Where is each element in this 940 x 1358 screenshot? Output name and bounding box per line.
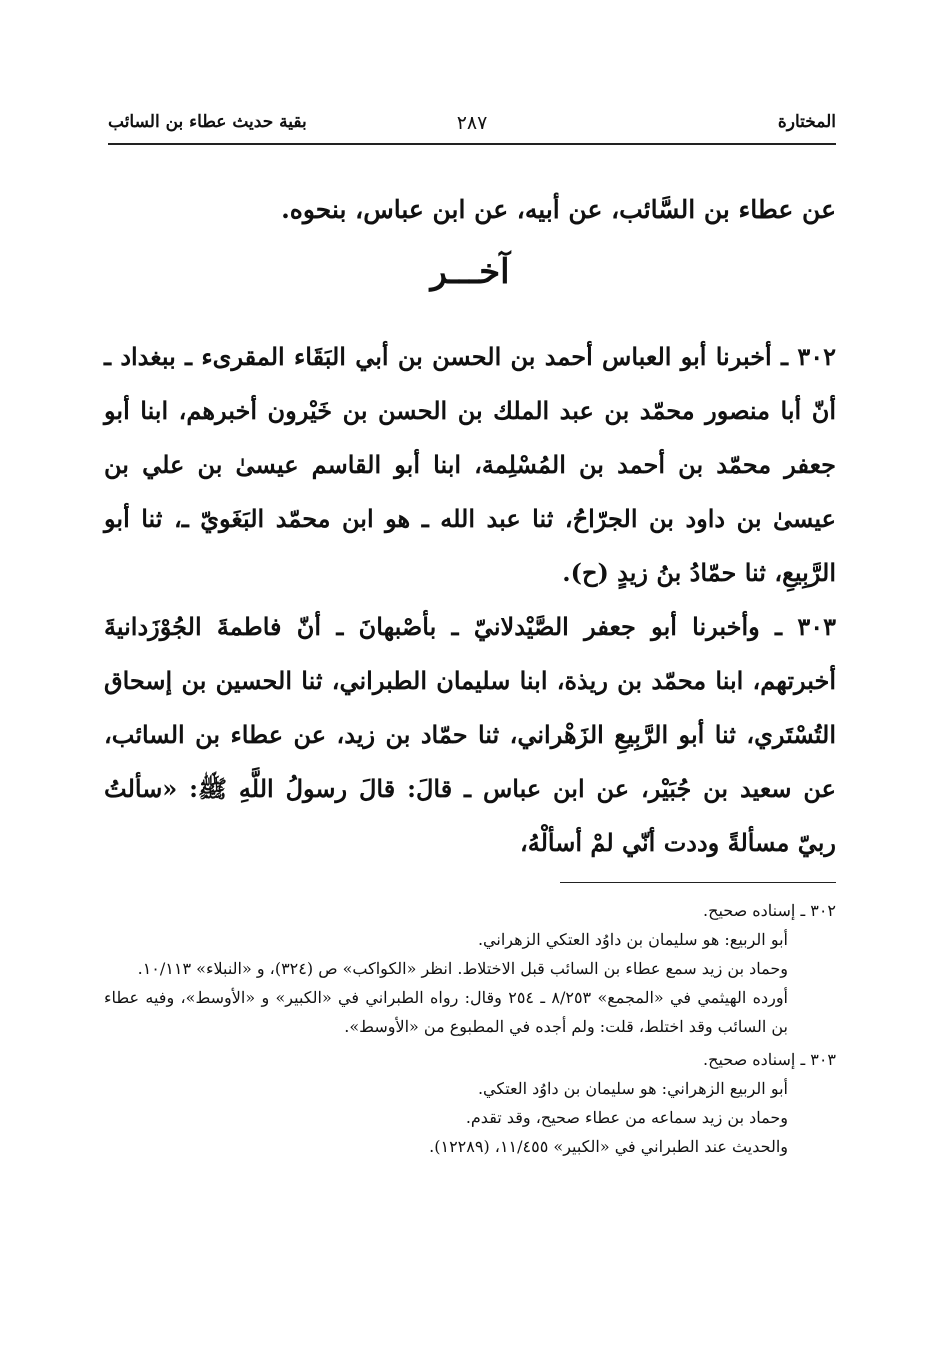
- footnote-303: [104, 1045, 836, 1161]
- footnote-line: أورده الهيثمي في «المجمع» ٨/٢٥٣ ـ ٢٥٤ وقال: رواه الطبراني في «الكبير» و «الأوسط»، وفيه عطاء بن السائب وقد اختلط، قلت: ولم أجده في المطبوع من «الأوسط».: [104, 988, 788, 1036]
- book-name: المختارة: [777, 112, 836, 132]
- footnotes: [104, 896, 836, 1165]
- intro-line: عن عطاء بن السَّائب، عن أبيه، عن ابن عباس، بنحوه.: [281, 195, 836, 224]
- footnote-heading: ٣٠٣ ـ إسناده صحيح.: [703, 1050, 836, 1069]
- page-number: ٢٨٧: [456, 112, 488, 134]
- running-title: بقية حديث عطاء بن السائب: [108, 112, 307, 132]
- footnote-rule: [560, 882, 836, 883]
- footnote-heading: ٣٠٢ ـ إسناده صحيح.: [703, 901, 836, 920]
- footnote-line: أبو الربيع الزهراني: هو سليمان بن داوُد العتكي.: [477, 1079, 788, 1098]
- footnote-line: وحماد بن زيد سماعه من عطاء صحيح، وقد تقدم.: [465, 1108, 788, 1127]
- footnote-302: [104, 896, 836, 1041]
- hadith-number: ٣٠٣: [797, 612, 837, 641]
- hadith-303: [104, 600, 836, 870]
- page-header: [108, 112, 836, 142]
- hadith-number: ٣٠٢: [797, 342, 837, 371]
- footnote-line: أبو الربيع: هو سليمان بن داوُد العتكي الزهراني.: [477, 930, 788, 949]
- hadith-302: [104, 330, 836, 600]
- footnote-line: وحماد بن زيد سمع عطاء بن السائب قبل الاختلاط. انظر «الكواكب» ص (٣٢٤)، و «النبلاء» ١٠/١١٣.: [137, 959, 788, 978]
- hadith-text: ـ وأخبرنا أبو جعفر الصَّيْدلانيّ ـ بأصْبهانَ ـ أنّ فاطمةَ الجُوْزَدانيةَ أخبرتهم، ابنا محمّد بن ريذة، ابنا سليمان الطبراني، ثنا الحسين بن إسحاق التُسْتَري، ثنا أبو الرَّبِيعِ الزَهْراني، ثنا حمّاد بن زيد، عن عطاء بن السائب، عن سعيد بن جُبَيْر، عن ابن عباس ـ قالَ: قالَ رسولُ اللَّهِ ﷺ: «سألتُ ربيّ مسألةً وددت أنّي لمْ أسألْهُ،: [104, 612, 836, 857]
- header-rule: [108, 143, 836, 145]
- section-title: آخـــر: [430, 252, 510, 292]
- footnote-line: والحديث عند الطبراني في «الكبير» ١١/٤٥٥، (١٢٢٨٩).: [429, 1137, 788, 1156]
- hadith-text: ـ أخبرنا أبو العباس أحمد بن الحسن بن أبي البَقَاء المقرىء ـ ببغداد ـ أنّ أبا منصور محمّد بن عبد الملك بن الحسن بن خَيْرون أخبرهم، ابنا أبو جعفر محمّد بن أحمد بن المُسْلِمة، ابنا أبو القاسم عيسىٰ بن علي بن عيسىٰ بن داود بن الجرّاحُ، ثنا عبد الله ـ هو ابن محمّد البَغَويّ ـ، ثنا أبو الرَّبِيعِ، ثنا حمّادُ بنُ زيدٍ (ح).: [104, 342, 836, 587]
